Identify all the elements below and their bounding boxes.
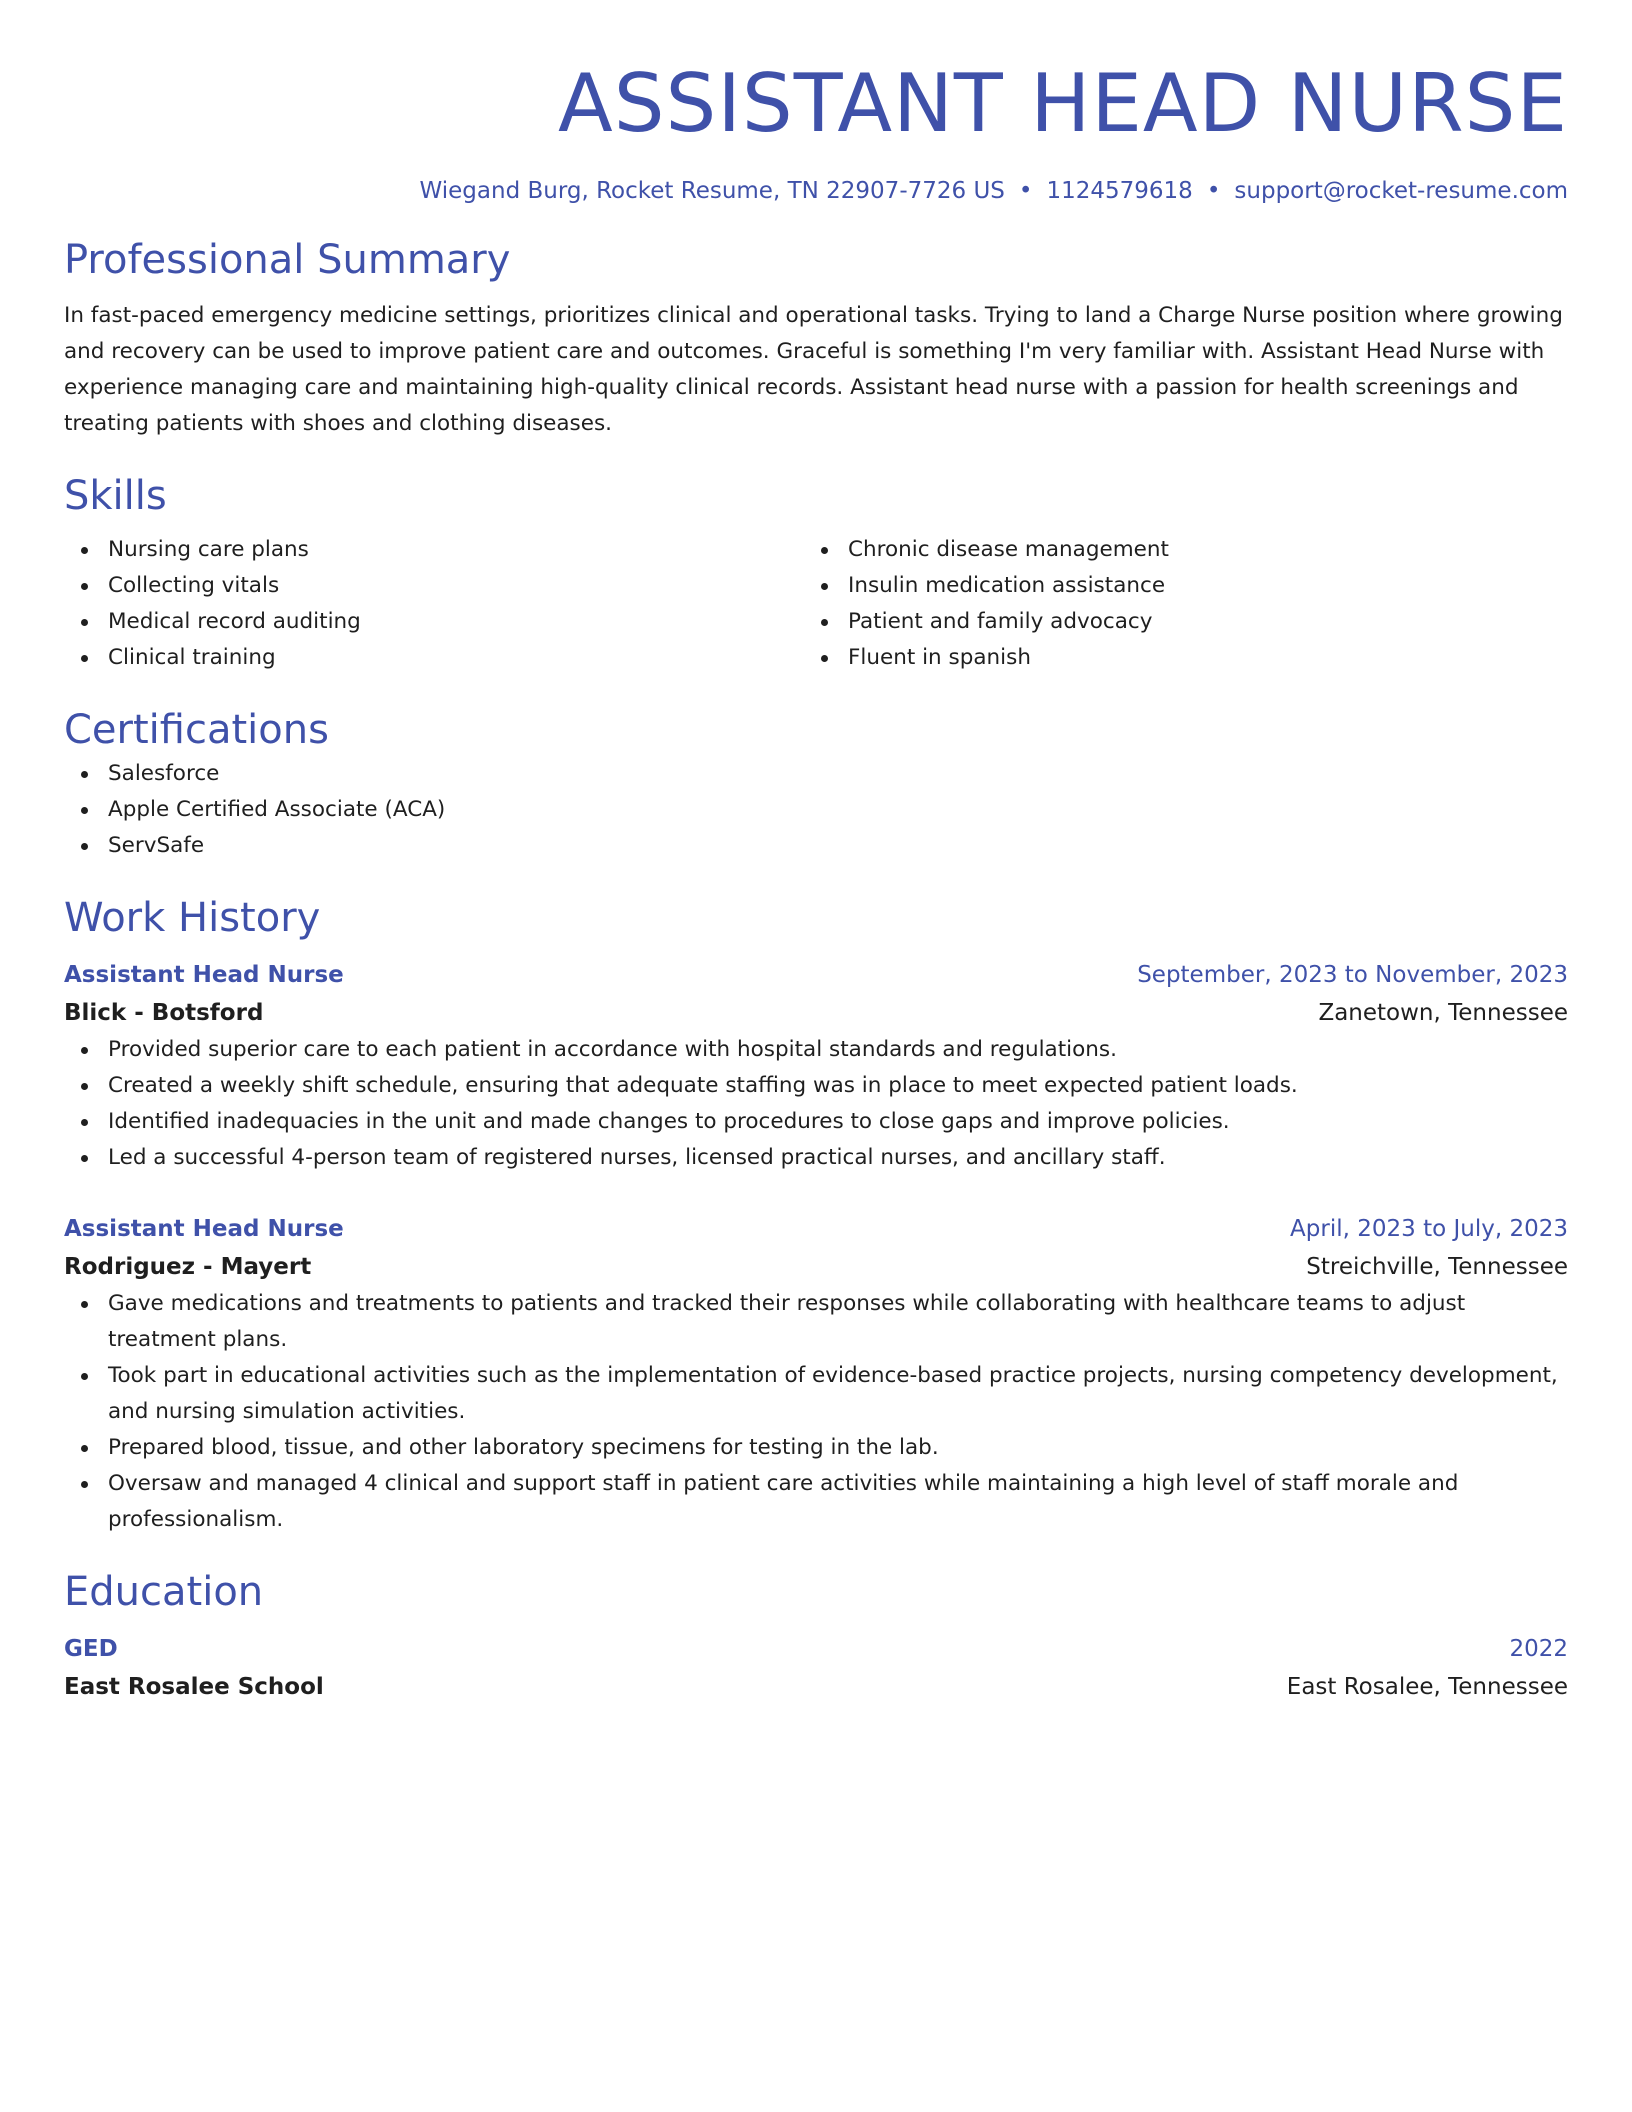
bullet-icon — [81, 807, 88, 814]
job-bullet — [64, 1286, 1568, 1358]
skill-item — [64, 604, 804, 640]
education-location: East Rosalee, Tennessee — [1286, 1674, 1568, 1700]
job-bullets — [64, 1032, 1568, 1176]
job-bullet-text: Created a weekly shift schedule, ensuring that adequate staffing was in place to meet expected patient loads. — [108, 1073, 1298, 1098]
skill-text: Clinical training — [108, 645, 276, 670]
job-location: Zanetown, Tennessee — [1318, 1000, 1568, 1026]
bullet-icon — [821, 619, 828, 626]
job-bullet-text: Identified inadequacies in the unit and made changes to procedures to close gaps and improve policies. — [108, 1109, 1230, 1134]
certification-text: Salesforce — [108, 761, 220, 786]
skill-text: Collecting vitals — [108, 573, 280, 598]
skill-text: Medical record auditing — [108, 609, 361, 634]
skill-text: Nursing care plans — [108, 537, 309, 562]
education-year: 2022 — [1509, 1636, 1568, 1662]
bullet-icon — [81, 619, 88, 626]
bullet-icon — [81, 1083, 88, 1090]
work-history-heading: Work History — [64, 895, 321, 941]
bullet-icon — [81, 1119, 88, 1126]
job-header-row — [64, 1210, 1568, 1248]
job-bullet-text: Prepared blood, tissue, and other laboratory specimens for testing in the lab. — [108, 1435, 939, 1460]
education-header-row — [64, 1630, 1568, 1668]
job-dates: September, 2023 to November, 2023 — [1137, 962, 1568, 988]
certifications-list — [64, 756, 1568, 864]
summary-heading: Professional Summary — [64, 237, 511, 283]
contact-email[interactable]: support@rocket-resume.com — [1234, 178, 1568, 204]
job-bullet — [64, 1430, 1568, 1466]
bullet-icon — [81, 655, 88, 662]
bullet-icon — [81, 583, 88, 590]
bullet-icon — [81, 1445, 88, 1452]
skill-item — [64, 532, 804, 568]
bullet-icon — [81, 1301, 88, 1308]
skill-text: Fluent in spanish — [848, 645, 1031, 670]
job-bullet — [64, 1068, 1568, 1104]
contact-separator: • — [1206, 178, 1221, 204]
skill-item — [804, 532, 1544, 568]
bullet-icon — [81, 1373, 88, 1380]
skills-grid — [64, 532, 1568, 676]
skills-column-right — [804, 532, 1544, 676]
skill-item — [64, 568, 804, 604]
certification-text: ServSafe — [108, 833, 205, 858]
bullet-icon — [81, 1047, 88, 1054]
bullet-icon — [821, 583, 828, 590]
skill-text: Insulin medication assistance — [848, 573, 1166, 598]
bullet-icon — [81, 547, 88, 554]
education-school-row — [64, 1668, 1568, 1706]
resume-title: ASSISTANT HEAD NURSE — [558, 57, 1568, 150]
skill-item — [804, 568, 1544, 604]
certification-item — [64, 828, 1568, 864]
contact-phone: 1124579618 — [1046, 178, 1193, 204]
bullet-icon — [81, 1481, 88, 1488]
job-bullet-text: Provided superior care to each patient in accordance with hospital standards and regulations. — [108, 1037, 1117, 1062]
job-title: Assistant Head Nurse — [64, 962, 344, 988]
job-bullet-text: Took part in educational activities such as the implementation of evidence-based practice projects, nursing competency development, and nursing simulation activities. — [108, 1363, 1558, 1424]
certification-item — [64, 756, 1568, 792]
job-bullet — [64, 1104, 1568, 1140]
job-bullets — [64, 1286, 1568, 1538]
education-school: East Rosalee School — [64, 1674, 324, 1700]
job-dates: April, 2023 to July, 2023 — [1290, 1216, 1568, 1242]
job-bullet — [64, 1466, 1568, 1538]
job-company: Blick - Botsford — [64, 1000, 264, 1026]
certifications-heading: Certifications — [64, 707, 329, 753]
job-title: Assistant Head Nurse — [64, 1216, 344, 1242]
job-bullet-text: Led a successful 4-person team of registered nurses, licensed practical nurses, and ancillary staff. — [108, 1145, 1166, 1170]
skill-item — [804, 640, 1544, 676]
contact-address: Wiegand Burg, Rocket Resume, TN 22907-7726 US — [419, 178, 1005, 204]
skill-text: Patient and family advocacy — [848, 609, 1153, 634]
job-entry — [64, 1210, 1568, 1538]
bullet-icon — [81, 1155, 88, 1162]
job-location: Streichville, Tennessee — [1306, 1254, 1568, 1280]
education-heading: Education — [64, 1569, 264, 1615]
summary-text: In fast-paced emergency medicine settings, prioritizes clinical and operational tasks. Trying to land a Charge Nurse position where growing and recovery can be used to improve patient care and outcomes. Graceful is something I'm very familiar with. Assistant Head Nurse with experience managing care and maintaining high-quality clinical records. Assistant head nurse with a passion for health screenings and treating patients with shoes and clothing diseases. — [64, 303, 1563, 436]
job-company: Rodriguez - Mayert — [64, 1254, 312, 1280]
certification-item — [64, 792, 1568, 828]
job-entry — [64, 956, 1568, 1176]
job-bullet-text: Oversaw and managed 4 clinical and support staff in patient care activities while maintaining a high level of staff morale and professionalism. — [108, 1471, 1459, 1532]
skills-heading: Skills — [64, 473, 167, 519]
bullet-icon — [821, 655, 828, 662]
contact-line — [64, 176, 1568, 206]
job-header-row — [64, 956, 1568, 994]
bullet-icon — [821, 547, 828, 554]
skill-item — [64, 640, 804, 676]
job-company-row — [64, 1248, 1568, 1286]
bullet-icon — [81, 843, 88, 850]
bullet-icon — [81, 771, 88, 778]
certification-text: Apple Certified Associate (ACA) — [108, 797, 446, 822]
job-bullet — [64, 1140, 1568, 1176]
job-bullet — [64, 1032, 1568, 1068]
contact-separator: • — [1018, 178, 1033, 204]
skills-column-left — [64, 532, 804, 676]
job-company-row — [64, 994, 1568, 1032]
skill-item — [804, 604, 1544, 640]
education-entry — [64, 1630, 1568, 1706]
skill-text: Chronic disease management — [848, 537, 1169, 562]
job-bullet — [64, 1358, 1568, 1430]
education-degree: GED — [64, 1636, 118, 1662]
job-bullet-text: Gave medications and treatments to patients and tracked their responses while collaborating with healthcare teams to adjust treatment plans. — [108, 1291, 1466, 1352]
